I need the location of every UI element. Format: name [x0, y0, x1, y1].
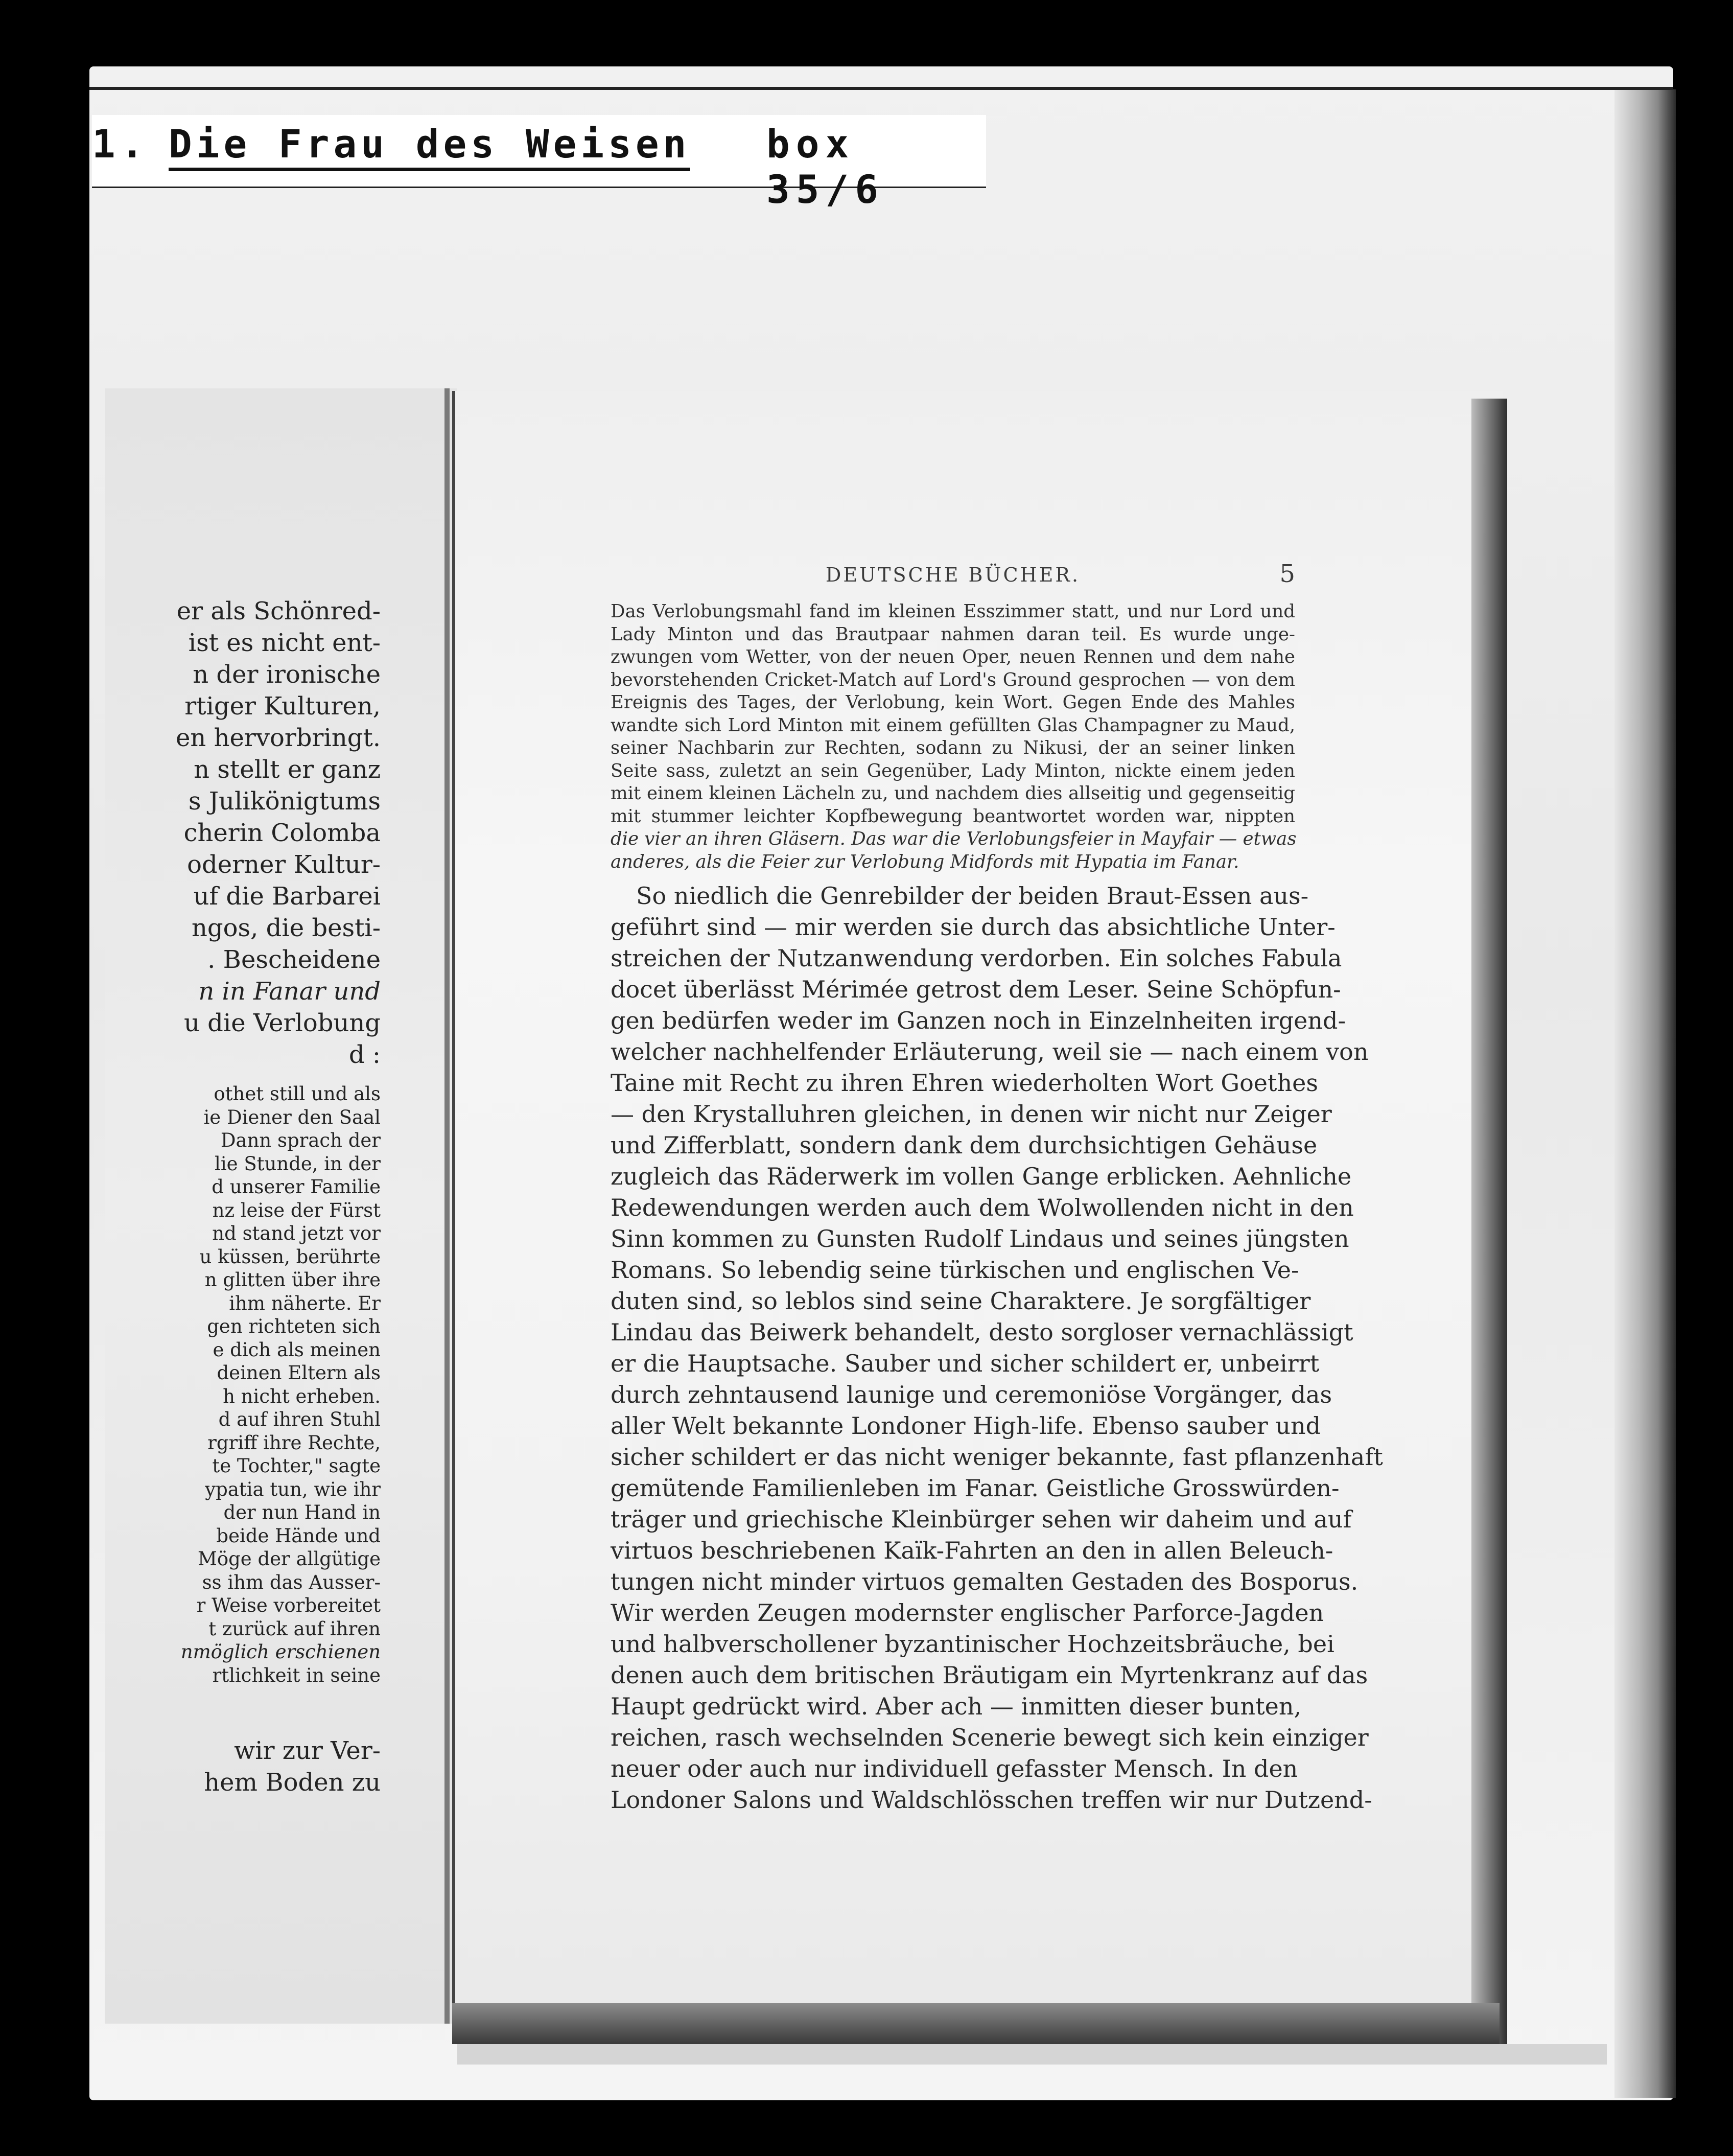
- body-line: streichen der Nutzanwendung verdorben. Ein solches Fabula: [611, 944, 1342, 972]
- left-line: te Tochter," sagte: [212, 1455, 381, 1477]
- left-line: lie Stunde, in der: [215, 1152, 381, 1175]
- left-line: uf die Barbarei: [193, 882, 381, 911]
- page-number: 5: [1279, 560, 1295, 588]
- left-line: Dann sprach der: [220, 1129, 381, 1151]
- archive-label: [92, 115, 986, 212]
- card-right-edge: [1614, 89, 1676, 2098]
- left-line: gen richteten sich: [207, 1315, 381, 1337]
- body-line: träger und griechische Kleinbürger sehen wir daheim und auf: [611, 1505, 1352, 1533]
- left-line: beide Hände und: [216, 1524, 381, 1547]
- left-line: nmöglich erschienen: [180, 1641, 381, 1663]
- body-line: docet überlässt Mérimée getrost dem Leser. Seine Schöpfun-: [611, 976, 1341, 1003]
- left-line: . Bescheidene: [207, 945, 381, 974]
- left-line: hem Boden zu: [204, 1768, 381, 1797]
- page-body: [611, 560, 1383, 1816]
- quote-line: die vier an ihren Gläsern. Das war die Verlobungsfeier in Mayfair — etwas: [611, 828, 1297, 849]
- quote-line: seiner Nachbarin zur Rechten, sodann zu Nikusi, der an seiner linken: [611, 737, 1295, 758]
- left-line: n der ironische: [193, 660, 381, 689]
- book-page-bottom-edge: [452, 2003, 1500, 2044]
- left-line: ihm näherte. Er: [229, 1292, 381, 1314]
- body-line: reichen, rasch wechselnden Scenerie bewegt sich kein einziger: [611, 1724, 1369, 1751]
- left-line: wir zur Ver-: [234, 1736, 381, 1765]
- left-line: r Weise vorbereitet: [196, 1594, 381, 1616]
- left-line: nz leise der Fürst: [212, 1199, 381, 1221]
- running-head: DEUTSCHE BÜCHER.: [825, 564, 1081, 586]
- quote-line: mit einem kleinen Lächeln zu, und nachdem dies allseitig und gegenseitig: [611, 783, 1295, 804]
- body-line: und halbverschollener byzantinischer Hochzeitsbräuche, bei: [611, 1630, 1334, 1658]
- left-text-block-a: [105, 595, 381, 1071]
- left-line: der nun Hand in: [223, 1501, 381, 1523]
- left-line: d :: [348, 1040, 381, 1069]
- left-line: h nicht erheben.: [223, 1385, 381, 1407]
- quote-line: Das Verlobungsmahl fand im kleinen Esszimmer statt, und nur Lord und: [611, 601, 1295, 622]
- body-line: welcher nachhelfender Erläuterung, weil sie — nach einem von: [611, 1038, 1369, 1065]
- left-line: t zurück auf ihren: [208, 1617, 381, 1640]
- body-line: tungen nicht minder virtuos gemalten Gestaden des Bosporus.: [611, 1568, 1359, 1595]
- body-line: Haupt gedrückt wird. Aber ach — inmitten dieser bunten,: [611, 1693, 1302, 1720]
- quote-line: zwungen vom Wetter, von der neuen Oper, neuen Rennen und dem nahe: [611, 646, 1295, 667]
- body-line: sicher schildert er das nicht weniger bekannte, fast pflanzenhaft: [611, 1443, 1383, 1471]
- left-line: ist es nicht ent-: [188, 629, 381, 657]
- left-page-fragment: [105, 388, 457, 2024]
- quote-line: Seite sass, zuletzt an sein Gegenüber, Lady Minton, nickte einem jeden: [611, 760, 1295, 781]
- left-line: othet still und als: [214, 1083, 381, 1105]
- body-line: virtuos beschriebenen Kaïk-Fahrten an den in allen Beleuch-: [611, 1537, 1333, 1564]
- quote-line: Ereignis des Tages, der Verlobung, kein Wort. Gegen Ende des Mahles: [611, 692, 1295, 713]
- body-line: er die Hauptsache. Sauber und sicher schildert er, unbeirrt: [611, 1350, 1320, 1377]
- body-line: geführt sind — mir werden sie durch das absichtliche Unter-: [611, 913, 1336, 941]
- book-page-right-edge: [1471, 399, 1507, 2044]
- body-line: Londoner Salons und Waldschlösschen treffen wir nur Dutzend-: [611, 1786, 1372, 1814]
- body-line: Romans. So lebendig seine türkischen und englischen Ve-: [611, 1256, 1299, 1284]
- left-line: deinen Eltern als: [217, 1362, 381, 1384]
- body-line: Lindau das Beiwerk behandelt, desto sorgloser vernachlässigt: [611, 1318, 1353, 1346]
- body-line: duten sind, so leblos sind seine Charaktere. Je sorgfältiger: [611, 1287, 1311, 1315]
- left-line: d auf ihren Stuhl: [218, 1408, 381, 1430]
- quote-line: Lady Minton und das Brautpaar nahmen daran teil. Es wurde unge-: [611, 623, 1295, 645]
- body-line: durch zehntausend launige und ceremoniöse Vorgänger, das: [611, 1381, 1332, 1408]
- left-line: ypatia tun, wie ihr: [205, 1478, 381, 1500]
- left-line: rtlichkeit in seine: [212, 1664, 381, 1686]
- card-top-strip: [89, 87, 1673, 90]
- page-header: [611, 560, 1295, 600]
- left-line: oderner Kultur-: [187, 850, 381, 879]
- left-line: n glitten über ihre: [204, 1269, 381, 1291]
- bottom-card-strip: [457, 2044, 1607, 2065]
- left-line: u die Verlobung: [183, 1009, 381, 1037]
- quote-line: bevorstehenden Cricket-Match auf Lord's Ground gesprochen — von dem: [611, 669, 1295, 690]
- left-line: s Julikönigtums: [188, 787, 381, 816]
- left-line: rgriff ihre Rechte,: [207, 1431, 381, 1454]
- quote-line: wandte sich Lord Minton mit einem gefüllten Glas Champagner zu Maud,: [611, 714, 1295, 736]
- left-line: en hervorbringt.: [175, 724, 381, 752]
- left-line: e dich als meinen: [213, 1338, 381, 1361]
- body-line: Redewendungen werden auch dem Wolwollenden nicht in den: [611, 1194, 1354, 1221]
- left-line: er als Schönred-: [176, 597, 381, 625]
- body-line: Taine mit Recht zu ihren Ehren wiederholten Wort Goethes: [611, 1069, 1318, 1097]
- label-title: Die Frau des Weisen: [169, 121, 690, 171]
- left-text-block-b: [105, 1082, 381, 1687]
- quoted-passage: [611, 600, 1295, 873]
- body-line: neuer oder auch nur individuell gefasster Mensch. In den: [611, 1755, 1298, 1782]
- quote-line: mit stummer leichter Kopfbewegung beantwortet worden war, nippten: [611, 805, 1295, 827]
- left-line: ie Diener den Saal: [203, 1106, 381, 1128]
- body-line: Sinn kommen zu Gunsten Rudolf Lindaus und seines jüngsten: [611, 1225, 1349, 1253]
- page-gutter-line: [444, 388, 450, 2024]
- body-line: gemütende Familienleben im Fanar. Geistliche Grosswürden-: [611, 1474, 1340, 1502]
- left-line: rtiger Kulturen,: [184, 692, 381, 721]
- body-line: denen auch dem britischen Bräutigam ein Myrtenkranz auf das: [611, 1661, 1368, 1689]
- left-line: n stellt er ganz: [194, 755, 381, 784]
- body-line: — den Krystalluhren gleichen, in denen wir nicht nur Zeiger: [611, 1100, 1332, 1128]
- quote-line: anderes, als die Feier zur Verlobung Midfords mit Hypatia im Fanar.: [611, 851, 1239, 872]
- body-line: und Zifferblatt, sondern dank dem durchsichtigen Gehäuse: [611, 1131, 1318, 1159]
- body-paragraph: [611, 880, 1383, 1816]
- body-line: zugleich das Räderwerk im vollen Gange erblicken. Aehnliche: [611, 1163, 1352, 1190]
- left-line: Möge der allgütige: [197, 1548, 381, 1570]
- left-line: cherin Colomba: [183, 819, 381, 847]
- body-line: gen bedürfen weder im Ganzen noch in Einzelnheiten irgend-: [611, 1007, 1346, 1034]
- left-line: d unserer Familie: [212, 1176, 381, 1198]
- left-line: n in Fanar und: [198, 977, 381, 1006]
- body-line: So niedlich die Genrebilder der beiden Braut-Essen aus-: [636, 882, 1309, 910]
- left-text-block-c: [105, 1735, 381, 1798]
- left-line: ss ihm das Ausser-: [202, 1571, 381, 1593]
- label-number: 1.: [92, 121, 149, 167]
- left-line: u küssen, berührte: [199, 1245, 381, 1268]
- left-line: ngos, die besti-: [191, 914, 381, 942]
- label-box-number: box 35/6: [766, 121, 885, 212]
- body-line: aller Welt bekannte Londoner High-life. Ebenso sauber und: [611, 1412, 1321, 1440]
- body-line: Wir werden Zeugen modernster englischer Parforce-Jagden: [611, 1599, 1324, 1627]
- left-line: nd stand jetzt vor: [212, 1222, 381, 1244]
